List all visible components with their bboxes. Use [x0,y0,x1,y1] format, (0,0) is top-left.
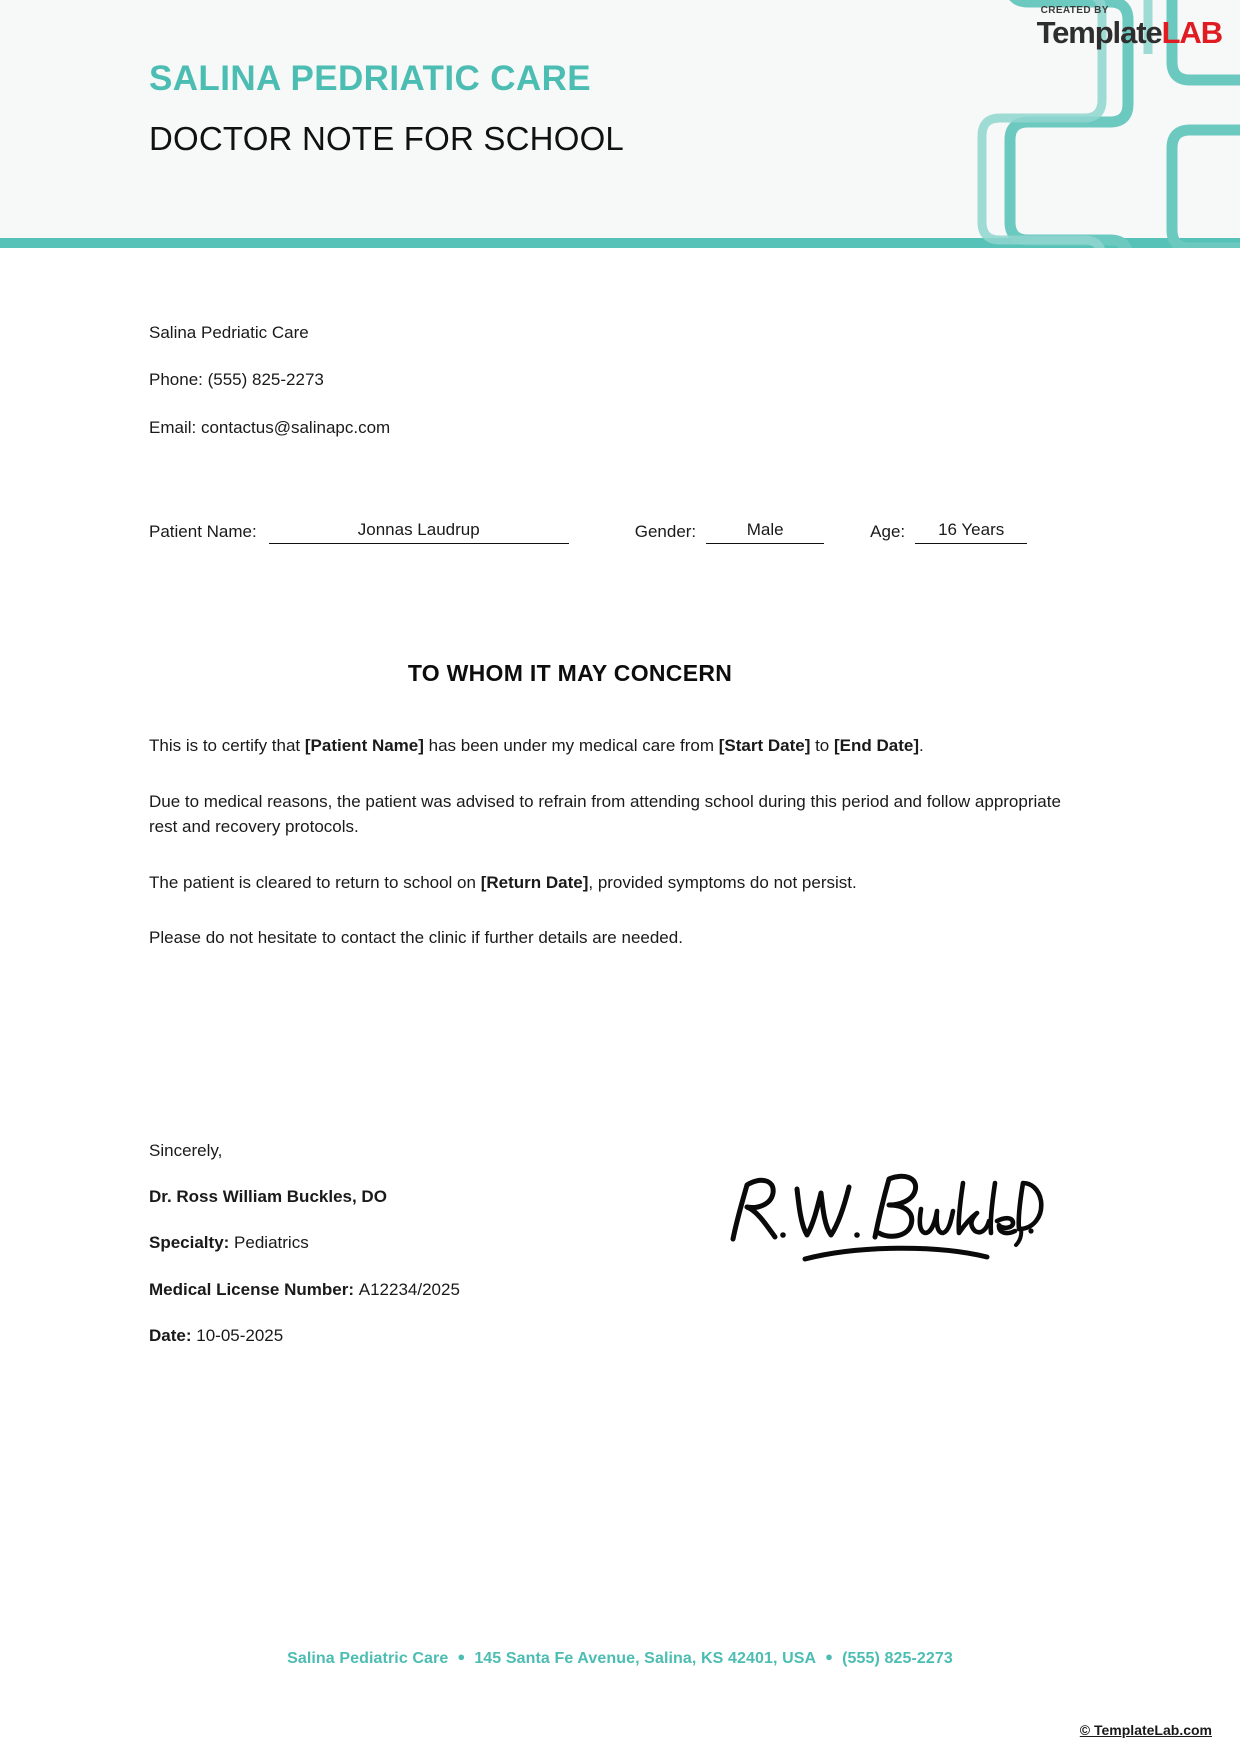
date-value: 10-05-2025 [196,1326,284,1346]
patient-age-label: Age: [870,521,906,541]
document-footer [0,1649,1240,1668]
signoff-closing: Sincerely, [149,1140,223,1160]
p1-placeholder-end-date: [End Date] [833,736,919,756]
header-titles [149,60,624,157]
document-body [0,322,1240,1351]
footer-clinic-name: Salina Pediatric Care [287,1650,449,1667]
patient-name-label: Patient Name: [149,521,257,541]
p1-placeholder-patient-name: [Patient Name] [304,736,424,756]
brand-lab-text: LAB [1161,15,1222,50]
created-by-label: CREATED BY [1040,5,1109,16]
letter-paragraph-1 [149,733,1089,759]
specialty-label: Specialty: [149,1233,230,1253]
license-value: A12234/2025 [358,1279,460,1299]
p3-text-2: , provided symptoms do not persist. [588,872,857,892]
footer-separator-2: ● [825,1649,834,1664]
patient-info-row [149,520,1091,544]
patient-gender-label: Gender: [634,521,697,541]
patient-name-field[interactable]: Jonnas Laudrup [269,520,569,544]
p3-text-1: The patient is cleared to return to school on [149,872,481,892]
letter-paragraph-3 [149,870,1089,896]
signoff-block [149,1141,1091,1351]
p1-text-1: This is to certify that [149,736,305,756]
letter-heading: TO WHOM IT MAY CONCERN [407,660,733,687]
templatelab-badge [1037,6,1222,48]
license-label: Medical License Number: [149,1279,355,1299]
signoff-doctor-name: Dr. Ross William Buckles, DO [149,1187,387,1207]
signoff-date-row [149,1326,1091,1346]
doctor-signature [719,1167,1049,1277]
clinic-contact-block [149,322,1091,438]
signature-icon [719,1167,1049,1277]
clinic-title: SALINA PEDRIATIC CARE [149,59,592,98]
p3-placeholder-return-date: [Return Date] [480,872,589,892]
contact-phone: Phone: (555) 825-2273 [149,370,324,390]
document-header [0,0,1240,248]
date-label: Date: [149,1326,192,1346]
p1-text-4: . [918,736,924,756]
signoff-license-row [149,1280,1091,1300]
letter-paragraph-4: Please do not hesitate to contact the clinic if further details are needed. [149,928,683,948]
patient-age-field[interactable]: 16 Years [915,520,1027,544]
footer-address: 145 Santa Fe Avenue, Salina, KS 42401, USA [474,1650,817,1667]
templatelab-wordmark [1037,17,1222,48]
p1-placeholder-start-date: [Start Date] [718,736,811,756]
p1-text-3: to [810,736,834,756]
brand-template-text: Template [1036,15,1162,50]
contact-email: Email: contactus@salinapc.com [149,417,391,437]
footer-separator-1: ● [457,1649,466,1664]
document-title: DOCTOR NOTE FOR SCHOOL [149,119,624,157]
header-accent-rule [0,238,1240,248]
copyright-link[interactable]: © TemplateLab.com [1079,1722,1212,1738]
letter-paragraph-2: Due to medical reasons, the patient was advised to refrain from attending school during this period and follow appropriate rest and recovery protocols. [149,791,1061,837]
patient-gender-field[interactable]: Male [706,520,824,544]
p1-text-2: has been under my medical care from [423,736,719,756]
footer-phone: (555) 825-2273 [842,1650,953,1667]
contact-clinic-name: Salina Pedriatic Care [149,323,309,342]
specialty-value: Pediatrics [234,1233,309,1253]
